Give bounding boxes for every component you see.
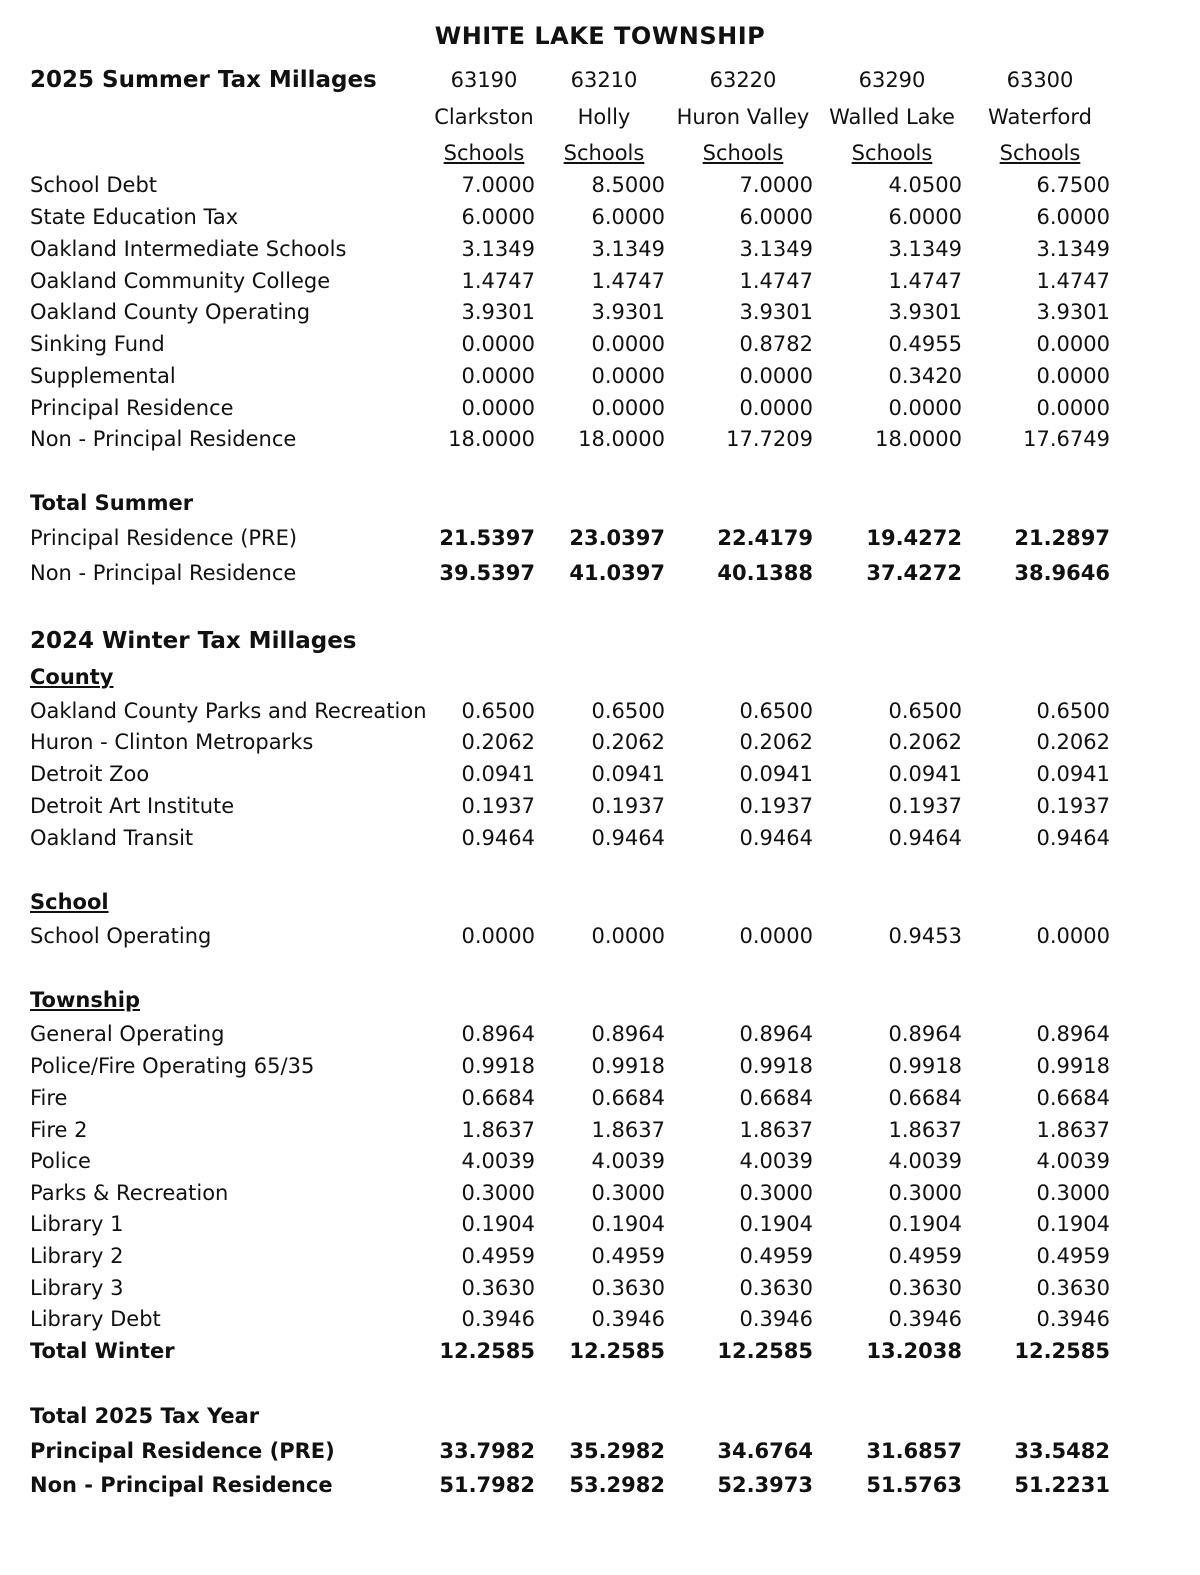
millage-value: 0.4959 bbox=[1036, 1244, 1110, 1268]
table-row bbox=[0, 1051, 1200, 1081]
table-row bbox=[0, 1241, 1200, 1271]
table-row bbox=[0, 1019, 1200, 1049]
row-label: Total Winter bbox=[30, 1339, 175, 1363]
row-label: Oakland Intermediate Schools bbox=[30, 237, 347, 261]
district-code: 63220 bbox=[709, 68, 777, 92]
winter-heading: 2024 Winter Tax Millages bbox=[30, 628, 357, 654]
millage-value: 0.8964 bbox=[461, 1022, 535, 1046]
millage-value: 6.0000 bbox=[739, 205, 813, 229]
millage-value: 0.3000 bbox=[461, 1181, 535, 1205]
millage-value: 0.3946 bbox=[591, 1307, 665, 1331]
table-row bbox=[0, 696, 1200, 726]
millage-value: 0.1904 bbox=[739, 1212, 813, 1236]
millage-value: 0.1937 bbox=[461, 794, 535, 818]
millage-value: 0.9464 bbox=[888, 826, 962, 850]
total-value: 35.2982 bbox=[569, 1439, 665, 1463]
millage-value: 7.0000 bbox=[739, 173, 813, 197]
millage-value: 18.0000 bbox=[875, 427, 962, 451]
district-name: Huron Valley bbox=[676, 105, 810, 129]
millage-value: 0.0000 bbox=[739, 924, 813, 948]
millage-value: 6.7500 bbox=[1036, 173, 1110, 197]
total-value: 41.0397 bbox=[569, 561, 665, 585]
millage-value: 17.7209 bbox=[726, 427, 813, 451]
district-name: Holly bbox=[577, 105, 631, 129]
total-value: 21.5397 bbox=[439, 526, 535, 550]
millage-value: 0.3630 bbox=[591, 1276, 665, 1300]
district-code: 63300 bbox=[1006, 68, 1074, 92]
table-row bbox=[0, 921, 1200, 951]
millage-value: 0.4955 bbox=[888, 332, 962, 356]
table-row bbox=[0, 823, 1200, 853]
millage-value: 1.4747 bbox=[739, 269, 813, 293]
millage-value: 1.8637 bbox=[461, 1118, 535, 1142]
row-label: Oakland County Parks and Recreation bbox=[30, 699, 427, 723]
table-row bbox=[0, 727, 1200, 757]
millage-value: 0.0000 bbox=[591, 332, 665, 356]
millage-value: 0.6500 bbox=[1036, 699, 1110, 723]
table-row bbox=[0, 1304, 1200, 1334]
millage-value: 0.9464 bbox=[591, 826, 665, 850]
millage-value: 0.0941 bbox=[461, 762, 535, 786]
millage-value: 0.0000 bbox=[739, 364, 813, 388]
millage-value: 0.0000 bbox=[461, 332, 535, 356]
millage-value: 0.1937 bbox=[591, 794, 665, 818]
millage-value: 0.2062 bbox=[591, 730, 665, 754]
millage-value: 8.5000 bbox=[591, 173, 665, 197]
millage-value: 3.1349 bbox=[461, 237, 535, 261]
millage-value: 0.3630 bbox=[739, 1276, 813, 1300]
millage-value: 1.8637 bbox=[591, 1118, 665, 1142]
millage-value: 3.9301 bbox=[888, 300, 962, 324]
millage-value: 0.8964 bbox=[888, 1022, 962, 1046]
table-row bbox=[0, 791, 1200, 821]
table-row bbox=[0, 1083, 1200, 1113]
millage-value: 3.9301 bbox=[591, 300, 665, 324]
total-value: 19.4272 bbox=[866, 526, 962, 550]
millage-value: 0.0941 bbox=[591, 762, 665, 786]
millage-value: 4.0039 bbox=[461, 1149, 535, 1173]
table-row bbox=[0, 759, 1200, 789]
summer-heading: 2025 Summer Tax Millages bbox=[30, 67, 377, 93]
table-row bbox=[0, 234, 1200, 264]
millage-value: 18.0000 bbox=[578, 427, 665, 451]
table-row bbox=[0, 1209, 1200, 1239]
row-label: Police bbox=[30, 1149, 91, 1173]
millage-value: 4.0039 bbox=[888, 1149, 962, 1173]
millage-value: 0.3946 bbox=[888, 1307, 962, 1331]
row-label: Library 2 bbox=[30, 1244, 124, 1268]
millage-value: 0.9918 bbox=[461, 1054, 535, 1078]
millage-value: 0.0000 bbox=[461, 924, 535, 948]
row-label: Huron - Clinton Metroparks bbox=[30, 730, 314, 754]
total-value: 12.2585 bbox=[717, 1339, 813, 1363]
millage-value: 4.0500 bbox=[888, 173, 962, 197]
row-label: Oakland Transit bbox=[30, 826, 194, 850]
table-row bbox=[0, 329, 1200, 359]
millage-value: 0.8964 bbox=[739, 1022, 813, 1046]
document-title: WHITE LAKE TOWNSHIP bbox=[434, 22, 766, 50]
table-row bbox=[0, 393, 1200, 423]
millage-value: 0.8964 bbox=[1036, 1022, 1110, 1046]
total-value: 39.5397 bbox=[439, 561, 535, 585]
row-label: Supplemental bbox=[30, 364, 176, 388]
millage-value: 0.1937 bbox=[739, 794, 813, 818]
row-label: Non - Principal Residence bbox=[30, 561, 297, 585]
millage-value: 0.4959 bbox=[739, 1244, 813, 1268]
total-row bbox=[0, 1470, 1200, 1500]
row-label: Sinking Fund bbox=[30, 332, 165, 356]
millage-value: 0.0000 bbox=[1036, 364, 1110, 388]
row-label: Library 3 bbox=[30, 1276, 124, 1300]
millage-value: 0.3000 bbox=[888, 1181, 962, 1205]
millage-value: 3.1349 bbox=[739, 237, 813, 261]
row-label: School Debt bbox=[30, 173, 158, 197]
total-winter-row bbox=[0, 1336, 1200, 1366]
millage-value: 6.0000 bbox=[888, 205, 962, 229]
millage-value: 1.4747 bbox=[888, 269, 962, 293]
millage-value: 3.1349 bbox=[888, 237, 962, 261]
table-row bbox=[0, 297, 1200, 327]
row-label: Oakland County Operating bbox=[30, 300, 311, 324]
millage-value: 17.6749 bbox=[1023, 427, 1110, 451]
millage-value: 0.9464 bbox=[1036, 826, 1110, 850]
year-total-heading-row bbox=[0, 1401, 1200, 1431]
row-label: Library 1 bbox=[30, 1212, 124, 1236]
row-label: Parks & Recreation bbox=[30, 1181, 229, 1205]
millage-value: 0.2062 bbox=[739, 730, 813, 754]
millage-value: 18.0000 bbox=[448, 427, 535, 451]
table-row bbox=[0, 266, 1200, 296]
district-kind: Schools bbox=[563, 141, 645, 165]
millage-value: 0.0000 bbox=[591, 364, 665, 388]
district-name: Clarkston bbox=[434, 105, 534, 129]
total-value: 33.5482 bbox=[1014, 1439, 1110, 1463]
millage-value: 3.1349 bbox=[591, 237, 665, 261]
millage-value: 1.4747 bbox=[591, 269, 665, 293]
total-value: 12.2585 bbox=[439, 1339, 535, 1363]
millage-value: 0.1937 bbox=[888, 794, 962, 818]
year-total-heading: Total 2025 Tax Year bbox=[30, 1404, 260, 1428]
millage-value: 7.0000 bbox=[461, 173, 535, 197]
row-label: Non - Principal Residence bbox=[30, 427, 297, 451]
table-row bbox=[0, 361, 1200, 391]
millage-value: 0.3946 bbox=[461, 1307, 535, 1331]
millage-value: 3.1349 bbox=[1036, 237, 1110, 261]
school-heading: School bbox=[30, 890, 109, 914]
row-label: Principal Residence bbox=[30, 396, 234, 420]
millage-value: 0.0941 bbox=[888, 762, 962, 786]
millage-value: 0.0000 bbox=[888, 396, 962, 420]
total-value: 12.2585 bbox=[1014, 1339, 1110, 1363]
summer-header-row bbox=[0, 65, 1200, 95]
row-label: Detroit Zoo bbox=[30, 762, 150, 786]
row-label: School Operating bbox=[30, 924, 212, 948]
township-heading: Township bbox=[30, 988, 140, 1012]
district-kind: Schools bbox=[443, 141, 525, 165]
millage-value: 0.0000 bbox=[1036, 332, 1110, 356]
millage-value: 1.4747 bbox=[1036, 269, 1110, 293]
millage-value: 0.9918 bbox=[888, 1054, 962, 1078]
table-row bbox=[0, 202, 1200, 232]
table-row bbox=[0, 1273, 1200, 1303]
millage-value: 0.6684 bbox=[461, 1086, 535, 1110]
millage-value: 0.3630 bbox=[888, 1276, 962, 1300]
total-value: 51.5763 bbox=[866, 1473, 962, 1497]
total-value: 21.2897 bbox=[1014, 526, 1110, 550]
total-value: 34.6764 bbox=[717, 1439, 813, 1463]
millage-value: 0.1937 bbox=[1036, 794, 1110, 818]
total-summer-heading-row bbox=[0, 488, 1200, 518]
total-row bbox=[0, 558, 1200, 588]
millage-value: 0.6500 bbox=[888, 699, 962, 723]
total-value: 51.7982 bbox=[439, 1473, 535, 1497]
township-heading-row bbox=[0, 985, 1200, 1015]
school-heading-row bbox=[0, 887, 1200, 917]
millage-value: 0.3946 bbox=[1036, 1307, 1110, 1331]
millage-value: 0.0000 bbox=[461, 396, 535, 420]
millage-value: 0.3630 bbox=[461, 1276, 535, 1300]
table-row bbox=[0, 1178, 1200, 1208]
millage-value: 0.0941 bbox=[739, 762, 813, 786]
total-value: 23.0397 bbox=[569, 526, 665, 550]
millage-value: 0.8964 bbox=[591, 1022, 665, 1046]
row-label: Non - Principal Residence bbox=[30, 1473, 333, 1497]
county-heading: County bbox=[30, 665, 114, 689]
total-value: 52.3973 bbox=[717, 1473, 813, 1497]
millage-value: 0.9918 bbox=[1036, 1054, 1110, 1078]
district-kind: Schools bbox=[999, 141, 1081, 165]
millage-value: 0.6684 bbox=[591, 1086, 665, 1110]
total-value: 33.7982 bbox=[439, 1439, 535, 1463]
county-heading-row bbox=[0, 662, 1200, 692]
millage-value: 0.1904 bbox=[461, 1212, 535, 1236]
millage-value: 0.0000 bbox=[739, 396, 813, 420]
total-value: 53.2982 bbox=[569, 1473, 665, 1497]
millage-value: 0.0000 bbox=[1036, 396, 1110, 420]
district-kind-row bbox=[0, 138, 1200, 168]
millage-value: 0.3630 bbox=[1036, 1276, 1110, 1300]
millage-value: 0.4959 bbox=[888, 1244, 962, 1268]
district-name: Waterford bbox=[988, 105, 1092, 129]
millage-value: 0.1904 bbox=[591, 1212, 665, 1236]
table-row bbox=[0, 1115, 1200, 1145]
millage-value: 6.0000 bbox=[591, 205, 665, 229]
row-label: Fire bbox=[30, 1086, 68, 1110]
total-summer-heading: Total Summer bbox=[30, 491, 194, 515]
millage-value: 3.9301 bbox=[461, 300, 535, 324]
millage-value: 1.8637 bbox=[888, 1118, 962, 1142]
millage-value: 0.3000 bbox=[739, 1181, 813, 1205]
millage-value: 0.3000 bbox=[1036, 1181, 1110, 1205]
total-value: 38.9646 bbox=[1014, 561, 1110, 585]
millage-value: 0.4959 bbox=[461, 1244, 535, 1268]
millage-value: 6.0000 bbox=[1036, 205, 1110, 229]
millage-value: 1.4747 bbox=[461, 269, 535, 293]
millage-value: 0.9464 bbox=[461, 826, 535, 850]
total-row bbox=[0, 523, 1200, 553]
total-row bbox=[0, 1436, 1200, 1466]
millage-value: 0.9918 bbox=[591, 1054, 665, 1078]
table-row bbox=[0, 424, 1200, 454]
millage-value: 4.0039 bbox=[591, 1149, 665, 1173]
total-value: 51.2231 bbox=[1014, 1473, 1110, 1497]
millage-value: 0.0000 bbox=[591, 924, 665, 948]
district-code: 63290 bbox=[858, 68, 926, 92]
district-kind: Schools bbox=[702, 141, 784, 165]
millage-value: 0.6500 bbox=[591, 699, 665, 723]
total-value: 22.4179 bbox=[717, 526, 813, 550]
winter-heading-row bbox=[0, 626, 1200, 656]
row-label: Library Debt bbox=[30, 1307, 161, 1331]
row-label: Detroit Art Institute bbox=[30, 794, 235, 818]
district-names-row bbox=[0, 102, 1200, 132]
millage-value: 0.1904 bbox=[888, 1212, 962, 1236]
millage-value: 3.9301 bbox=[1036, 300, 1110, 324]
millage-value: 0.2062 bbox=[461, 730, 535, 754]
millage-value: 6.0000 bbox=[461, 205, 535, 229]
total-value: 13.2038 bbox=[866, 1339, 962, 1363]
millage-value: 0.8782 bbox=[739, 332, 813, 356]
millage-value: 0.6500 bbox=[461, 699, 535, 723]
row-label: Principal Residence (PRE) bbox=[30, 1439, 335, 1463]
millage-value: 0.6684 bbox=[888, 1086, 962, 1110]
district-code: 63210 bbox=[570, 68, 638, 92]
row-label: General Operating bbox=[30, 1022, 225, 1046]
total-value: 12.2585 bbox=[569, 1339, 665, 1363]
total-value: 31.6857 bbox=[866, 1439, 962, 1463]
millage-value: 0.4959 bbox=[591, 1244, 665, 1268]
millage-value: 0.3000 bbox=[591, 1181, 665, 1205]
district-code: 63190 bbox=[450, 68, 518, 92]
total-value: 37.4272 bbox=[866, 561, 962, 585]
millage-value: 0.0000 bbox=[461, 364, 535, 388]
row-label: Principal Residence (PRE) bbox=[30, 526, 298, 550]
millage-value: 1.8637 bbox=[739, 1118, 813, 1142]
row-label: Oakland Community College bbox=[30, 269, 331, 293]
millage-value: 0.0000 bbox=[591, 396, 665, 420]
total-value: 40.1388 bbox=[717, 561, 813, 585]
millage-value: 3.9301 bbox=[739, 300, 813, 324]
millage-value: 0.9464 bbox=[739, 826, 813, 850]
row-label: Fire 2 bbox=[30, 1118, 88, 1142]
millage-value: 4.0039 bbox=[1036, 1149, 1110, 1173]
row-label: Police/Fire Operating 65/35 bbox=[30, 1054, 315, 1078]
table-row bbox=[0, 1146, 1200, 1176]
millage-value: 0.9918 bbox=[739, 1054, 813, 1078]
millage-value: 1.8637 bbox=[1036, 1118, 1110, 1142]
millage-value: 0.0941 bbox=[1036, 762, 1110, 786]
district-kind: Schools bbox=[851, 141, 933, 165]
table-row bbox=[0, 170, 1200, 200]
millage-value: 0.0000 bbox=[1036, 924, 1110, 948]
millage-value: 0.2062 bbox=[888, 730, 962, 754]
millage-value: 0.6684 bbox=[1036, 1086, 1110, 1110]
row-label: State Education Tax bbox=[30, 205, 239, 229]
millage-value: 0.3946 bbox=[739, 1307, 813, 1331]
millage-value: 0.1904 bbox=[1036, 1212, 1110, 1236]
millage-value: 0.2062 bbox=[1036, 730, 1110, 754]
millage-value: 0.9453 bbox=[888, 924, 962, 948]
millage-value: 0.3420 bbox=[888, 364, 962, 388]
district-name: Walled Lake bbox=[829, 105, 955, 129]
millage-value: 0.6500 bbox=[739, 699, 813, 723]
millage-value: 4.0039 bbox=[739, 1149, 813, 1173]
millage-value: 0.6684 bbox=[739, 1086, 813, 1110]
